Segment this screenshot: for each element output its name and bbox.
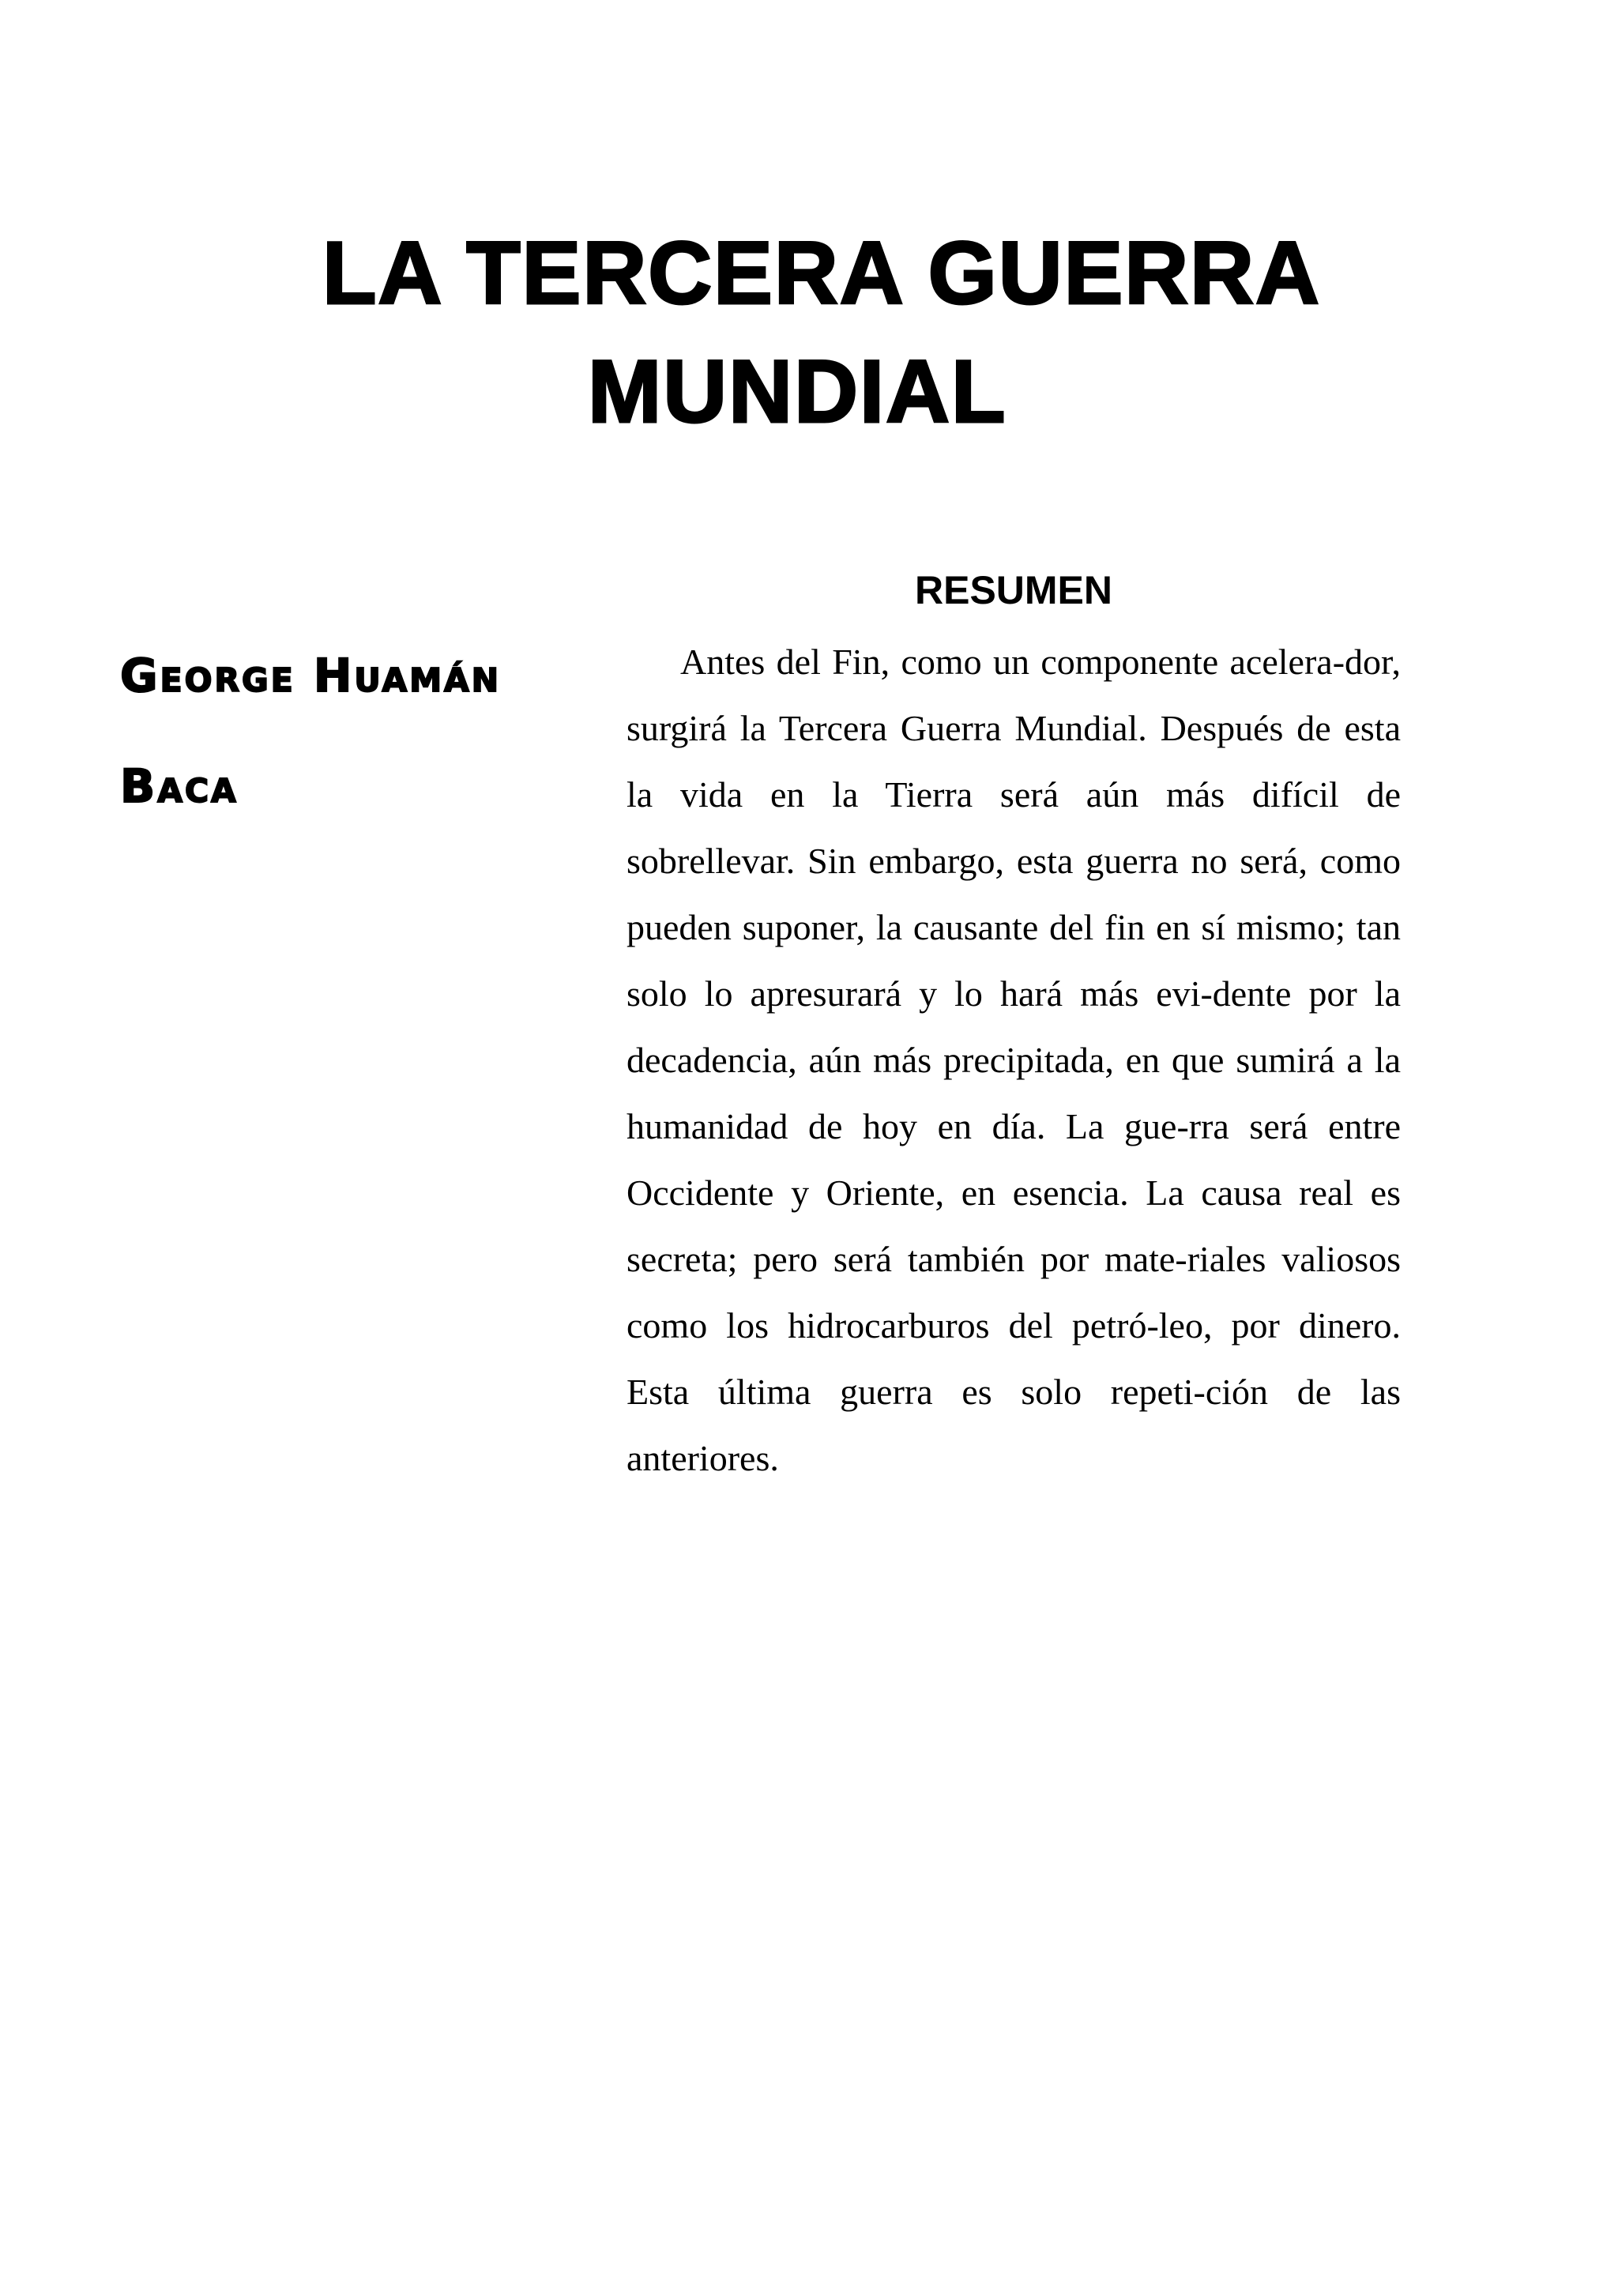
title-line-1: LA TERCERA GUERRA bbox=[322, 224, 1321, 322]
title-line-2: MUNDIAL bbox=[588, 342, 1007, 441]
abstract-body: Antes del Fin, como un componente acelera-dor, surgirá la Tercera Guerra Mundial. Después de esta la vida en la Tierra será aún más difícil de sobrellevar. Sin embargo, esta guerra no será, como pueden suponer, la causante del fin en sí mismo; tan solo lo apresurará y lo hará más evi-dente por la decadencia, aún más precipitada, en que sumirá a la humanidad de hoy en día. La gue-rra será entre Occidente y Oriente, en esencia. La causa real es secreta; pero será también por mate-riales valiosos como los hidrocarburos del petró-leo, por dinero. Esta última guerra es solo repeti-ción de las anteriores. bbox=[627, 642, 1401, 1478]
author-line-1: George Huamán bbox=[120, 649, 502, 702]
abstract-heading: RESUMEN bbox=[914, 568, 1113, 612]
author-line-2: Baca bbox=[120, 759, 239, 813]
